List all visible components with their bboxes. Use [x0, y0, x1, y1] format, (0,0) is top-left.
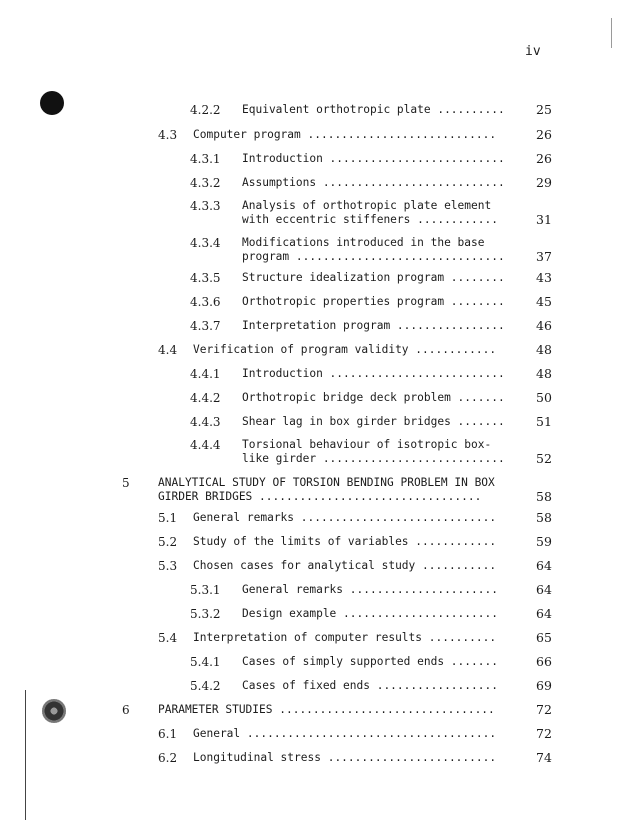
page-ref: 25 [536, 102, 552, 117]
page-ref: 48 [536, 366, 552, 381]
section-title: Interpretation of computer results .......... [193, 631, 497, 644]
section-number: 5.3.1 [190, 583, 221, 597]
page-ref: 48 [536, 342, 552, 357]
section-title: General remarks ............................. [193, 511, 497, 524]
section-title: with eccentric stiffeners ............ [242, 213, 498, 226]
page-ref: 74 [536, 750, 552, 765]
page-ref: 65 [536, 630, 552, 645]
section-title: ANALYTICAL STUDY OF TORSION BENDING PROBLEM IN BOX [158, 476, 495, 489]
page-ref: 46 [536, 318, 552, 333]
section-title: Shear lag in box girder bridges ....... [242, 415, 505, 428]
section-title: Torsional behaviour of isotropic box- [242, 438, 492, 451]
section-number: 4.3 [158, 128, 178, 142]
page-ref: 64 [536, 582, 552, 597]
section-title: Introduction .......................... [242, 152, 505, 165]
page-ref: 50 [536, 390, 552, 405]
section-number: 4.3.4 [190, 236, 221, 250]
page-ref: 59 [536, 534, 552, 549]
section-number: 4.3.1 [190, 152, 221, 166]
section-number: 6 [122, 703, 130, 717]
section-title: Design example ....................... [242, 607, 498, 620]
section-title: PARAMETER STUDIES ................................ [158, 703, 495, 716]
page-number: iv [525, 44, 541, 59]
section-title: Verification of program validity ............ [193, 343, 497, 356]
section-title: General remarks ...................... [242, 583, 498, 596]
section-number: 4.4.1 [190, 367, 221, 381]
section-number: 4.3.5 [190, 271, 221, 285]
section-number: 4.4.4 [190, 438, 221, 452]
page-ref: 26 [536, 151, 552, 166]
section-number: 4.2.2 [190, 103, 221, 117]
page-ref: 66 [536, 654, 552, 669]
section-number: 5.3 [158, 559, 178, 573]
section-title: Interpretation program ................ [242, 319, 505, 332]
section-number: 4.3.3 [190, 199, 221, 213]
section-title: Computer program ............................ [193, 128, 497, 141]
section-title: Assumptions ........................... [242, 176, 505, 189]
page-ref: 72 [536, 726, 552, 741]
section-title: Study of the limits of variables ............ [193, 535, 497, 548]
page-ref: 52 [536, 451, 552, 466]
page-ref: 45 [536, 294, 552, 309]
section-number: 5.4.1 [190, 655, 221, 669]
section-number: 4.4.3 [190, 415, 221, 429]
section-title: program ............................... [242, 250, 505, 263]
page-ref: 64 [536, 606, 552, 621]
page-ref: 37 [536, 249, 552, 264]
section-title: Structure idealization program ........ [242, 271, 505, 284]
page-ref: 26 [536, 127, 552, 142]
page-ref: 58 [536, 510, 552, 525]
section-number: 5.2 [158, 535, 178, 549]
page-ref: 43 [536, 270, 552, 285]
page-ref: 69 [536, 678, 552, 693]
section-title: Analysis of orthotropic plate element [242, 199, 492, 212]
section-number: 4.4.2 [190, 391, 221, 405]
section-number: 6.2 [158, 751, 178, 765]
section-title: Orthotropic properties program ........ [242, 295, 505, 308]
section-number: 5 [122, 476, 130, 490]
section-number: 4.3.2 [190, 176, 221, 190]
section-number: 4.4 [158, 343, 178, 357]
page-ref: 29 [536, 175, 552, 190]
section-title: Introduction .......................... [242, 367, 505, 380]
page-ref: 58 [536, 489, 552, 504]
page-ref: 31 [536, 212, 552, 227]
section-number: 5.4 [158, 631, 178, 645]
section-number: 4.3.7 [190, 319, 221, 333]
section-title: like girder ........................... [242, 452, 505, 465]
section-title: GIRDER BRIDGES ................................. [158, 490, 482, 503]
section-title: Cases of fixed ends .................. [242, 679, 498, 692]
section-title: Modifications introduced in the base [242, 236, 485, 249]
page-ref: 72 [536, 702, 552, 717]
section-number: 4.3.6 [190, 295, 221, 309]
section-title: Orthotropic bridge deck problem ....... [242, 391, 505, 404]
section-title: Chosen cases for analytical study ........... [193, 559, 497, 572]
section-number: 5.3.2 [190, 607, 221, 621]
section-title: Longitudinal stress ......................... [193, 751, 497, 764]
page-ref: 51 [536, 414, 552, 429]
page-ref: 64 [536, 558, 552, 573]
section-title: Equivalent orthotropic plate .......... [242, 103, 505, 116]
section-number: 5.1 [158, 511, 178, 525]
section-title: Cases of simply supported ends ....... [242, 655, 498, 668]
section-number: 6.1 [158, 727, 178, 741]
section-title: General ..................................... [193, 727, 497, 740]
section-number: 5.4.2 [190, 679, 221, 693]
